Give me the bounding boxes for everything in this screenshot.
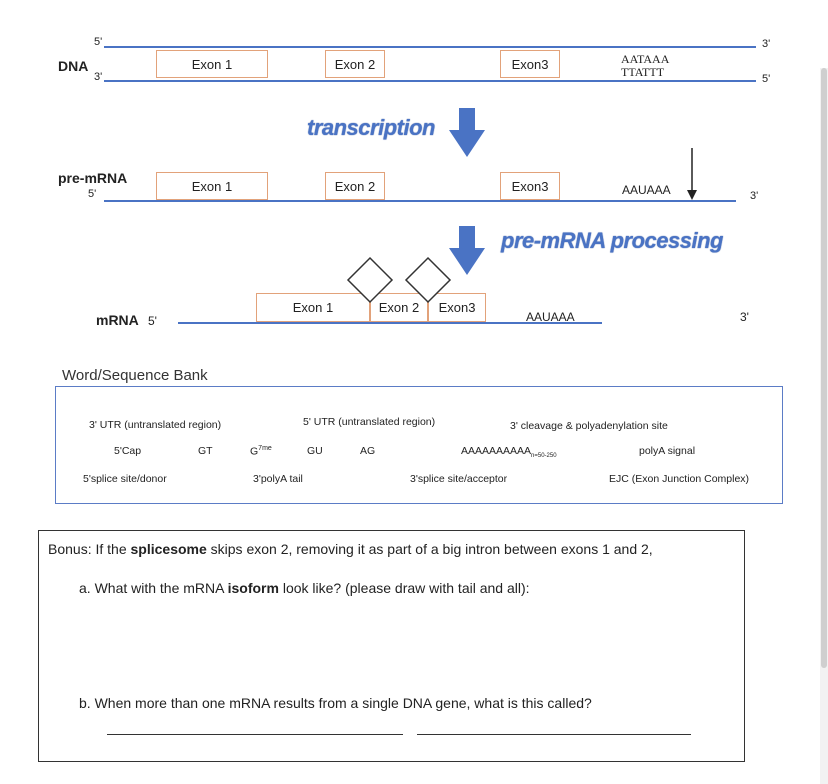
cleavage-arrow-icon (686, 148, 698, 202)
pre-mrna-exon-1: Exon 1 (156, 172, 268, 200)
bonus-question-b: b. When more than one mRNA results from a single DNA gene, what is this called? (79, 695, 592, 711)
pre-mrna-signal: AAUAAA (622, 183, 671, 197)
dna-exon-2: Exon 2 (325, 50, 385, 78)
pre-mrna-exon-3: Exon3 (500, 172, 560, 200)
processing-label: pre-mRNA processing (501, 228, 723, 253)
pre-mrna-3-prime: 3' (750, 190, 759, 202)
dna-signal-top: AATAAA (621, 52, 670, 66)
mrna-3-prime: 3' (740, 310, 749, 324)
answer-b-line-1[interactable] (107, 734, 403, 735)
mrna-5-prime: 5' (148, 314, 157, 328)
transcription-arrow-icon (448, 108, 486, 158)
dna-top-5-prime: 5' (94, 36, 103, 48)
bank-ejc: EJC (Exon Junction Complex) (609, 473, 750, 485)
mrna-signal: AAUAAA (526, 310, 575, 324)
dna-top-strand (104, 46, 756, 48)
word-bank-box (55, 386, 783, 504)
dna-bottom-5-prime-end: 5' (762, 73, 771, 85)
pre-mrna-exon-2: Exon 2 (325, 172, 385, 200)
dna-signal-bottom: TTATTT (621, 65, 665, 79)
dna-bottom-strand (104, 80, 756, 82)
bonus-intro: Bonus: If the splicesome skips exon 2, removing it as part of a big intron between exons 1 and 2, (48, 541, 653, 557)
dna-bottom-3-prime: 3' (94, 71, 103, 83)
exon-junction-diamonds-icon (344, 256, 452, 308)
bank-ag: AG (360, 445, 376, 457)
answer-b-line-2[interactable] (417, 734, 691, 735)
dna-exon-3: Exon3 (500, 50, 560, 78)
pre-mrna-strand (104, 200, 736, 202)
scrollbar-thumb[interactable] (821, 68, 827, 668)
bank-g7me: $G^{7me}$ (250, 445, 272, 458)
bonus-box (38, 530, 745, 762)
dna-exon-1: Exon 1 (156, 50, 268, 78)
mrna-exon-3: Exon3 (428, 293, 486, 322)
bank-utr5: 5' UTR (untranslated region) (303, 416, 436, 428)
bank-polya-sequence: $AAAAAAAAAA_{n=50-250}$ (461, 445, 557, 460)
mrna-label: mRNA (96, 312, 139, 328)
pre-mrna-5-prime: 5' (88, 188, 97, 200)
bank-3-splice-site: 3'splice site/acceptor (410, 473, 508, 485)
mrna-exon-1: Exon 1 (256, 293, 370, 322)
bank-utr3: 3' UTR (untranslated region) (89, 419, 222, 431)
bank-cleavage-site: 3' cleavage & polyadenylation site (510, 420, 668, 432)
bonus-question-a: a. What with the mRNA isoform look like? (please draw with tail and all): (79, 580, 530, 596)
bank-gu: GU (307, 445, 323, 457)
pre-mrna-label: pre-mRNA (58, 170, 128, 186)
answer-a-drawing-area[interactable] (79, 611, 719, 681)
bank-polya-tail: 3'polyA tail (253, 473, 303, 485)
bank-5-splice-site: 5'splice site/donor (83, 473, 167, 485)
dna-label: DNA (58, 58, 89, 74)
processing-arrow-icon (448, 226, 486, 276)
bank-polya-signal: polyA signal (639, 445, 696, 457)
bank-title: Word/Sequence Bank (62, 367, 208, 384)
bank-5-cap: 5'Cap (114, 445, 142, 457)
bank-gt: GT (198, 445, 213, 457)
dna-top-3-prime-end: 3' (762, 38, 771, 50)
transcription-label: transcription (307, 115, 435, 140)
mrna-exon-2: Exon 2 (370, 293, 428, 322)
